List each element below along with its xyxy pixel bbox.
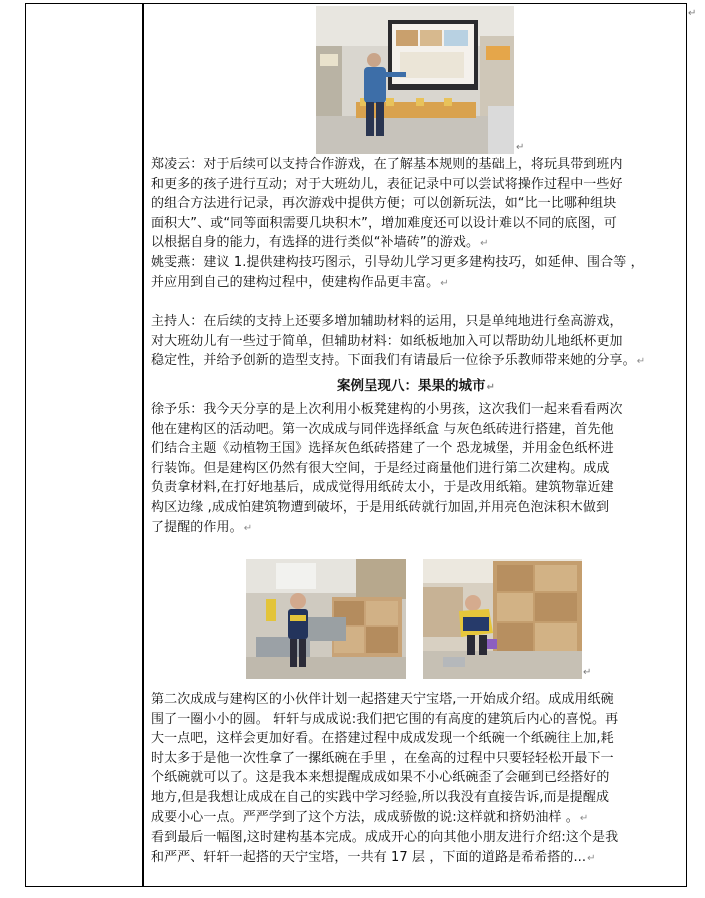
text-line: 对大班幼儿有一些过于简单，但辅助材料：如纸板地加入可以帮助幼儿地纸杯更加 xyxy=(151,333,623,349)
text-line: 徐予乐：我今天分享的是上次利用小板凳建构的小男孩，这次我们一起来看看两次 xyxy=(151,402,623,417)
photo-child-building-right-image xyxy=(423,559,582,679)
paragraph-mark: ↵ xyxy=(440,277,449,289)
text-line: 第二次成成与建构区的小伙伴计划一起搭建天宁宝塔,一开始成介绍。成成用纸碗 xyxy=(151,692,614,707)
speech-yao-wenyan xyxy=(151,253,681,293)
paragraph-mark: ↵ xyxy=(579,812,589,824)
text-line: 大一点吧，这样会更加好看。在搭建过程中成成发现一个纸碗一个纸碗往上加,耗 xyxy=(151,731,614,747)
text-line: 围了一圈小小的圆。 轩轩与成成说:我们把它围的有高度的建筑后内心的喜悦。再 xyxy=(151,711,619,727)
case-title xyxy=(151,377,681,397)
second-build-paragraph xyxy=(151,690,681,868)
table-left-column xyxy=(26,4,144,886)
text-line: 负责拿材料,在打好地基后，成成觉得用纸砖太小，于是改用纸箱。建筑物靠近建 xyxy=(151,480,614,496)
paragraph-mark: ↵ xyxy=(587,852,596,864)
text-line: 并应用到自己的建构过程中，使建构作品更丰富。 xyxy=(151,274,440,290)
paragraph-mark: ↵ xyxy=(243,522,253,534)
photo-child-building-left xyxy=(246,559,406,679)
paragraph-mark: ↵ xyxy=(486,382,495,393)
paragraph-mark: ↵ xyxy=(480,238,489,250)
photo-child-building-right xyxy=(423,559,582,679)
text-line: 个纸碗就可以了。这是我本来想提醒成成如果不小心纸碗歪了会砸到已经搭好的 xyxy=(151,770,610,786)
text-line: 面积大”、或“同等面积需要几块积木”，增加难度还可以设计难以不同的底图，可 xyxy=(151,215,617,231)
intro-paragraph xyxy=(151,400,681,538)
text-line: 和严严、轩轩一起搭的天宁宝塔，一共有 17 层 ，下面的道路是希希搭的... xyxy=(151,849,587,865)
photo-teacher-presenting xyxy=(316,6,514,154)
text-line: 行装饰。但是建构区仍然有很大空间，于是经过商量他们进行第二次建构。成成 xyxy=(151,460,610,476)
case-title-text: 案例呈现八：果果的城市 xyxy=(337,378,486,394)
text-line: 主持人：在后续的支持上还要多增加辅助材料的运用，只是单纯地进行垒高游戏， xyxy=(151,314,623,329)
text-line: 构区边缘 ,成成怕建筑物遭到破坏，于是用纸砖就行加固,并用亮色泡沫积木做到 xyxy=(151,499,610,515)
paragraph-mark: ↵ xyxy=(583,667,592,678)
paragraph-mark: ↵ xyxy=(516,142,525,153)
text-line: 成要小心一点。严严学到了这个方法，成成骄傲的说:这样就和挤奶油样 。 xyxy=(151,809,579,825)
paragraph-mark: ↵ xyxy=(636,356,646,368)
text-line: 和更多的孩子进行互动；对于大班幼儿，表征记录中可以尝试将操作过程中一些好 xyxy=(151,176,623,192)
text-line: 的组合方法进行记录，再次游戏中提供方便；可以创新玩法，如“比一比哪种组块 xyxy=(151,196,617,212)
paragraph-mark: ↵ xyxy=(688,8,697,19)
text-line: 稳定性，并给予创新的造型支持。下面我们有请最后一位徐予乐教师带来她的分享。 xyxy=(151,353,636,369)
text-line: 郑凌云：对于后续可以支持合作游戏，在了解基本规则的基础上，将玩具带到班内 xyxy=(151,157,623,172)
speech-host xyxy=(151,312,681,372)
text-line: 看到最后一幅图,这时建构基本完成。成成开心的向其他小朋友进行介绍:这个是我 xyxy=(151,830,619,846)
text-line: 了提醒的作用。 xyxy=(151,519,243,535)
speech-zheng-lingyun xyxy=(151,155,681,254)
text-line: 时太多于是他一次性拿了一摞纸碗在手里 ，在垒高的过程中只要轻轻松开最下一 xyxy=(151,750,614,766)
text-line: 姚雯燕：建议 1.提供建构技巧图示，引导幼儿学习更多建构技巧，如延伸、围合等 ， xyxy=(151,255,644,270)
text-line: 地方,但是我想让成成在自己的实践中学习经验,所以我没有直接告诉,而是提醒成 xyxy=(151,789,610,805)
photo-child-building-left-image xyxy=(246,559,406,679)
text-line: 以根据自身的能力，有选择的进行类似“补墙砖”的游戏。 xyxy=(151,235,480,251)
photo-teacher-presenting-image xyxy=(316,6,514,154)
text-line: 们结合主题《动植物王国》选择灰色纸砖搭建了一个 恐龙城堡，并用金色纸杯进 xyxy=(151,441,614,457)
text-line: 他在建构区的活动吧。第一次成成与同伴选择纸盒 与灰色纸砖进行搭建，首先他 xyxy=(151,421,614,437)
